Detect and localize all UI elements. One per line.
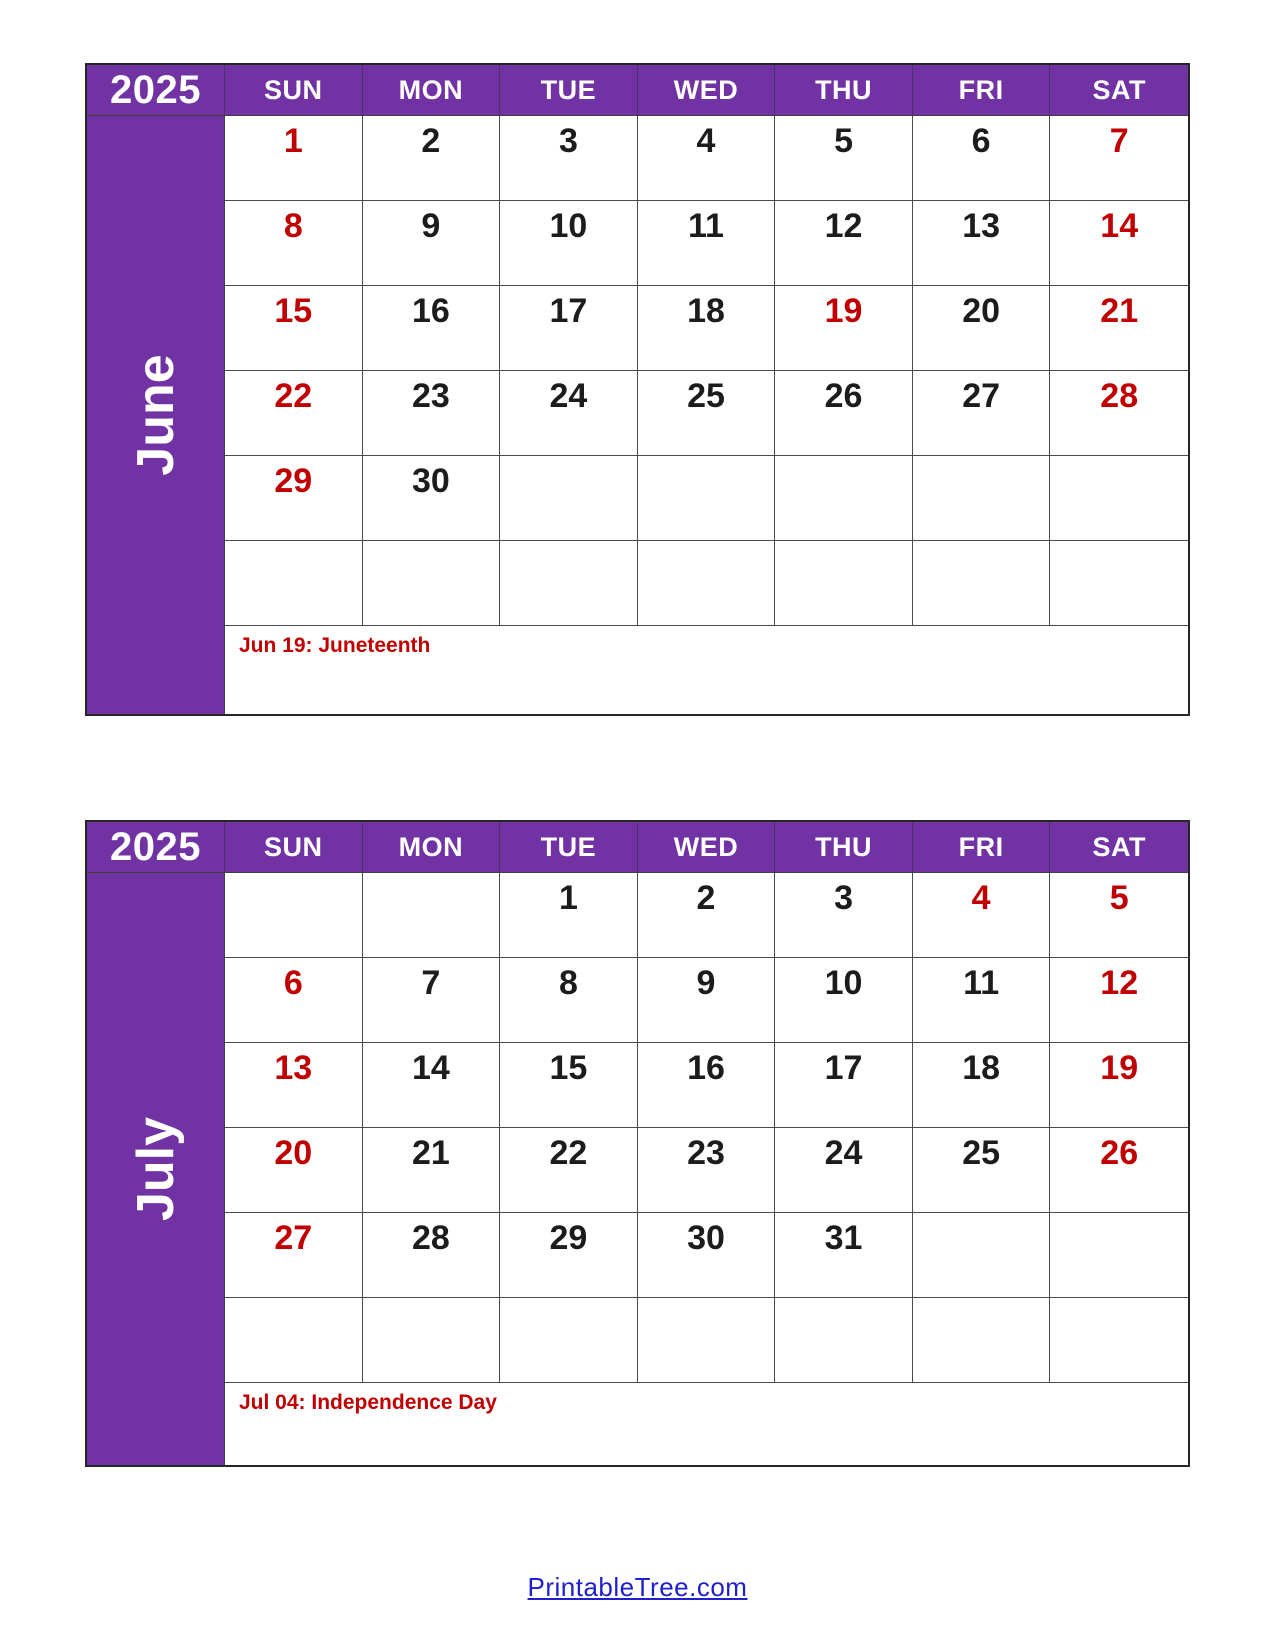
month-label: July — [126, 1116, 185, 1222]
date-cell — [363, 873, 501, 958]
date-cell: 12 — [775, 201, 913, 286]
date-cell: 1 — [225, 116, 363, 201]
date-cell — [775, 456, 913, 541]
date-cell: 26 — [1050, 1128, 1188, 1213]
date-cell: 25 — [913, 1128, 1051, 1213]
date-cell: 13 — [225, 1043, 363, 1128]
date-cell — [913, 1298, 1051, 1383]
day-header-fri: FRI — [913, 822, 1051, 873]
day-header-mon: MON — [363, 65, 501, 116]
date-cell: 1 — [500, 873, 638, 958]
month-label: June — [126, 354, 185, 476]
date-cell — [913, 1213, 1051, 1298]
date-cell: 26 — [775, 371, 913, 456]
date-cell: 24 — [775, 1128, 913, 1213]
date-cell — [1050, 456, 1188, 541]
date-cell: 15 — [225, 286, 363, 371]
day-header-tue: TUE — [500, 822, 638, 873]
date-cell: 25 — [638, 371, 776, 456]
date-cell: 20 — [225, 1128, 363, 1213]
date-cell: 27 — [913, 371, 1051, 456]
date-cell: 5 — [775, 116, 913, 201]
date-cell: 15 — [500, 1043, 638, 1128]
day-header-thu: THU — [775, 822, 913, 873]
date-cell: 16 — [638, 1043, 776, 1128]
year-label: 2025 — [87, 822, 225, 873]
date-cell: 27 — [225, 1213, 363, 1298]
holiday-note: Jun 19: Juneteenth — [225, 626, 1188, 714]
holiday-note: Jul 04: Independence Day — [225, 1383, 1188, 1465]
date-cell: 28 — [1050, 371, 1188, 456]
date-cell: 19 — [1050, 1043, 1188, 1128]
date-cell: 30 — [363, 456, 501, 541]
date-cell: 2 — [363, 116, 501, 201]
day-header-wed: WED — [638, 822, 776, 873]
date-cell: 28 — [363, 1213, 501, 1298]
date-cell: 13 — [913, 201, 1051, 286]
date-cell: 22 — [225, 371, 363, 456]
date-cell: 6 — [225, 958, 363, 1043]
date-cell — [225, 1298, 363, 1383]
day-header-sun: SUN — [225, 822, 363, 873]
date-cell: 5 — [1050, 873, 1188, 958]
date-cell — [1050, 1298, 1188, 1383]
day-header-sat: SAT — [1050, 65, 1188, 116]
date-cell: 30 — [638, 1213, 776, 1298]
date-cell: 11 — [913, 958, 1051, 1043]
date-cell — [638, 456, 776, 541]
date-cell: 7 — [363, 958, 501, 1043]
date-cell: 8 — [500, 958, 638, 1043]
date-cell — [1050, 1213, 1188, 1298]
date-cell — [775, 541, 913, 626]
day-header-tue: TUE — [500, 65, 638, 116]
year-label: 2025 — [87, 65, 225, 116]
date-cell: 17 — [500, 286, 638, 371]
date-cell: 4 — [638, 116, 776, 201]
day-header-sun: SUN — [225, 65, 363, 116]
date-cell — [638, 541, 776, 626]
date-cell: 9 — [638, 958, 776, 1043]
date-cell — [638, 1298, 776, 1383]
date-cell: 14 — [363, 1043, 501, 1128]
date-cell: 14 — [1050, 201, 1188, 286]
date-cell: 31 — [775, 1213, 913, 1298]
june-calendar — [85, 63, 1190, 716]
date-cell — [775, 1298, 913, 1383]
date-cell — [1050, 541, 1188, 626]
date-cell: 9 — [363, 201, 501, 286]
date-cell: 19 — [775, 286, 913, 371]
date-cell: 23 — [638, 1128, 776, 1213]
month-sidebar — [87, 873, 225, 1465]
july-calendar — [85, 820, 1190, 1467]
date-cell: 16 — [363, 286, 501, 371]
date-cell: 10 — [775, 958, 913, 1043]
date-cell: 23 — [363, 371, 501, 456]
date-cell — [363, 541, 501, 626]
date-cell: 18 — [913, 1043, 1051, 1128]
date-cell: 21 — [1050, 286, 1188, 371]
day-header-sat: SAT — [1050, 822, 1188, 873]
footer — [0, 1572, 1275, 1603]
date-cell: 24 — [500, 371, 638, 456]
day-header-wed: WED — [638, 65, 776, 116]
date-cell — [225, 541, 363, 626]
date-cell — [913, 456, 1051, 541]
date-cell — [500, 541, 638, 626]
day-header-mon: MON — [363, 822, 501, 873]
date-cell — [363, 1298, 501, 1383]
date-cell: 4 — [913, 873, 1051, 958]
date-cell: 29 — [225, 456, 363, 541]
date-cell: 29 — [500, 1213, 638, 1298]
date-cell: 10 — [500, 201, 638, 286]
date-cell: 7 — [1050, 116, 1188, 201]
month-sidebar — [87, 116, 225, 714]
date-cell — [225, 873, 363, 958]
date-cell: 22 — [500, 1128, 638, 1213]
date-cell: 8 — [225, 201, 363, 286]
date-cell: 21 — [363, 1128, 501, 1213]
date-cell: 6 — [913, 116, 1051, 201]
date-cell: 2 — [638, 873, 776, 958]
day-header-thu: THU — [775, 65, 913, 116]
date-cell — [500, 456, 638, 541]
footer-link[interactable]: PrintableTree.com — [527, 1572, 748, 1602]
date-cell: 11 — [638, 201, 776, 286]
date-cell: 18 — [638, 286, 776, 371]
date-cell — [500, 1298, 638, 1383]
date-cell: 20 — [913, 286, 1051, 371]
date-cell — [913, 541, 1051, 626]
date-cell: 3 — [500, 116, 638, 201]
date-cell: 17 — [775, 1043, 913, 1128]
date-cell: 12 — [1050, 958, 1188, 1043]
date-cell: 3 — [775, 873, 913, 958]
day-header-fri: FRI — [913, 65, 1051, 116]
